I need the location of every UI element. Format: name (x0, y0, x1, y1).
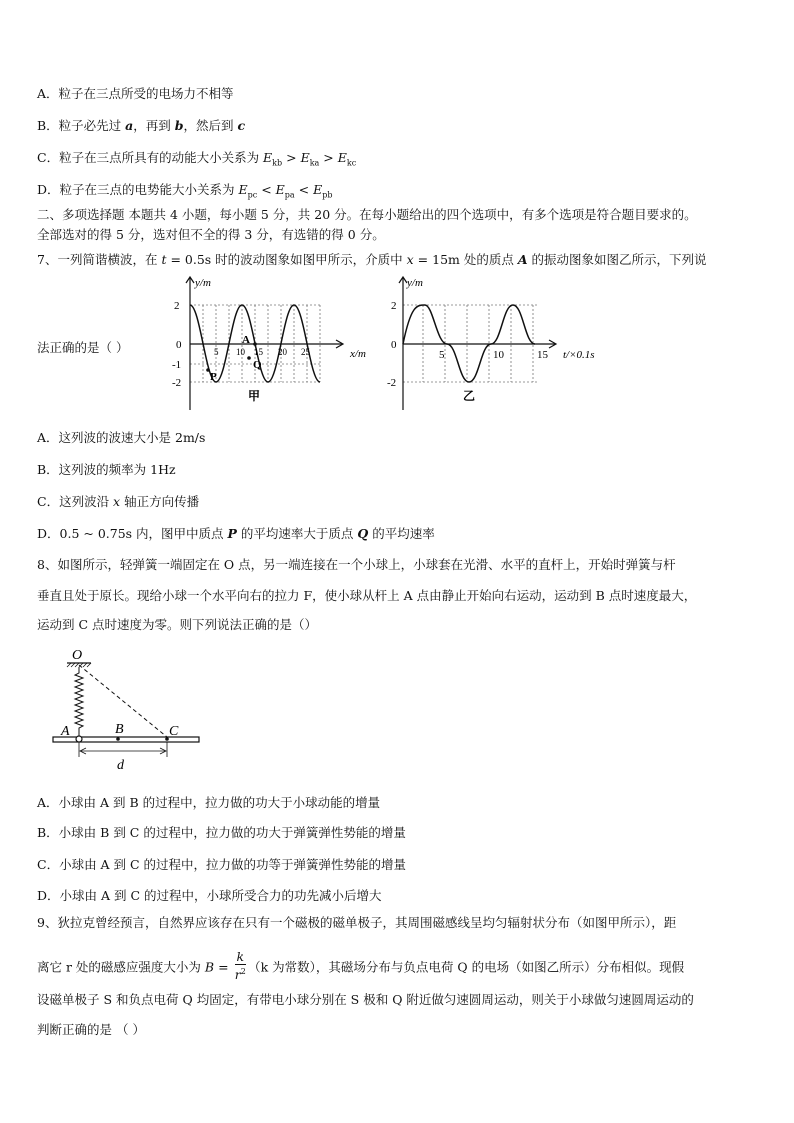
q8-option-b: B．小球由 B 到 C 的过程中，拉力做的功大于弹簧弹性势能的增量 (37, 825, 406, 840)
vibration-ylabel: y/m (407, 277, 423, 289)
label-a: A (61, 724, 70, 739)
q6-option-a: A．粒子在三点所受的电场力不相等 (37, 86, 234, 101)
point-b-dot (116, 737, 120, 741)
q9-stem-line3: 设磁单极子 S 和负点电荷 Q 均固定，有带电小球分别在 S 极和 Q 附近做匀速圆周运动，则关于小球做匀速圆周运动的 (37, 992, 694, 1007)
wave-ytick-2: 2 (174, 300, 180, 312)
section-heading-line2: 全部选对的得 5 分，选对但不全的得 3 分，有选错的得 0 分。 (37, 227, 385, 242)
wave-xtick-10: 10 (236, 347, 245, 357)
wave-ytick-0: 0 (176, 339, 182, 351)
label-o: O (72, 648, 83, 663)
vibration-xtick-15: 15 (537, 349, 548, 361)
vibration-ytick-0: 0 (391, 339, 397, 351)
wave-xtick-15: 15 (254, 347, 263, 357)
vibration-ytick-m2: -2 (387, 377, 397, 389)
q7-option-c: C．这列波沿 x 轴正方向传播 (37, 494, 200, 509)
q7-option-a: A．这列波的波速大小是 2m/s (37, 430, 206, 445)
formula-fraction: $\frac{k}{r^2}$ (234, 949, 246, 983)
formula-lhs: B = (204, 959, 229, 975)
q9-stem-line2: 离它 r 处的磁感应强度大小为 B = $\frac{k}{r^2}$ （k 为常数），其磁场分布与负点电荷 Q 的电场（如图乙所示）分布相似。现假 (37, 949, 685, 983)
section-heading-line1: 二、多项选择题 本题共 4 小题，每小题 5 分，共 20 分。在每小题给出的四个选项中，有多个选项是符合题目要求的。 (37, 207, 697, 222)
ball (76, 736, 82, 742)
wave-xtick-20: 20 (278, 347, 287, 357)
q8-option-a: A．小球由 A 到 B 的过程中，拉力做的功大于小球动能的增量 (37, 795, 381, 810)
q8-option-c: C．小球由 A 到 C 的过程中，拉力做的功等于弹簧弹性势能的增量 (37, 857, 407, 872)
vibration-ytick-2: 2 (391, 300, 397, 312)
point-q-dot (247, 356, 251, 360)
q7-wave-figure (160, 272, 375, 412)
wave-ytick-m1: -1 (172, 359, 182, 371)
spring (75, 667, 83, 737)
wave-ytick-m2: -2 (172, 377, 182, 389)
q8-option-d: D．小球由 A 到 C 的过程中，小球所受合力的功先减小后增大 (37, 888, 382, 903)
q8-stem-line1: 8、如图所示，轻弹簧一端固定在 O 点，另一端连接在一个小球上，小球套在光滑、水平的直杆上，开始时弹簧与杆 (37, 557, 676, 572)
q9-stem-line1: 9、狄拉克曾经预言，自然界应该存在只有一个磁极的磁单极子，其周围磁感线呈均匀辐射状分布（如图甲所示），距 (37, 915, 677, 930)
wave-ylabel: y/m (195, 277, 211, 289)
vibration-xtick-5: 5 (439, 349, 445, 361)
q6-option-d: D．粒子在三点的电势能大小关系为 $E_{pc} < E_{pa} < E_{pb}$ (37, 182, 333, 200)
label-b: B (115, 722, 124, 737)
q9-stem-line4: 判断正确的是 （ ） (37, 1022, 145, 1037)
wave-xtick-5: 5 (214, 347, 219, 357)
q7-stem-line2: 法正确的是（ ） (37, 340, 129, 355)
q6-option-c: C．粒子在三点所具有的动能大小关系为 $E_{kb} > E_{ka} > E_{kc}$ (37, 150, 357, 168)
vibration-xlabel: t/×0.1s (563, 349, 595, 361)
q7-vibration-figure (385, 272, 620, 412)
q6-option-b: B．粒子必先过 a，再到 b，然后到 c (37, 118, 246, 133)
vibration-caption: 乙 (463, 389, 476, 403)
q7-option-b: B．这列波的频率为 1Hz (37, 462, 176, 477)
wave-point-a: A (242, 334, 250, 346)
q8-spring-figure (45, 645, 205, 775)
label-d: d (117, 758, 124, 773)
point-a-dot (253, 342, 257, 346)
q8-stem-line3: 运动到 C 点时速度为零。则下列说法正确的是（） (37, 617, 318, 632)
vibration-xtick-10: 10 (493, 349, 504, 361)
wave-xlabel: x/m (350, 348, 366, 360)
wave-caption: 甲 (248, 389, 261, 403)
q7-option-d: D．0.5 ~ 0.75s 内，图甲中质点 P 的平均速率大于质点 Q 的平均速率 (37, 526, 435, 541)
q8-stem-line2: 垂直且处于原长。现给小球一个水平向右的拉力 F，使小球从杆上 A 点由静止开始向右运动，运动到 B 点时速度最大， (37, 588, 697, 603)
q7-stem-line1: 7、一列简谐横波，在 t = 0.5s 时的波动图象如图甲所示，介质中 x = 15m 处的质点 A 的振动图象如图乙所示，下列说 (37, 252, 707, 267)
wave-point-p: P (210, 371, 217, 383)
label-c: C (169, 724, 179, 739)
wave-point-q: Q (253, 359, 262, 371)
wave-xtick-25: 25 (301, 347, 310, 357)
